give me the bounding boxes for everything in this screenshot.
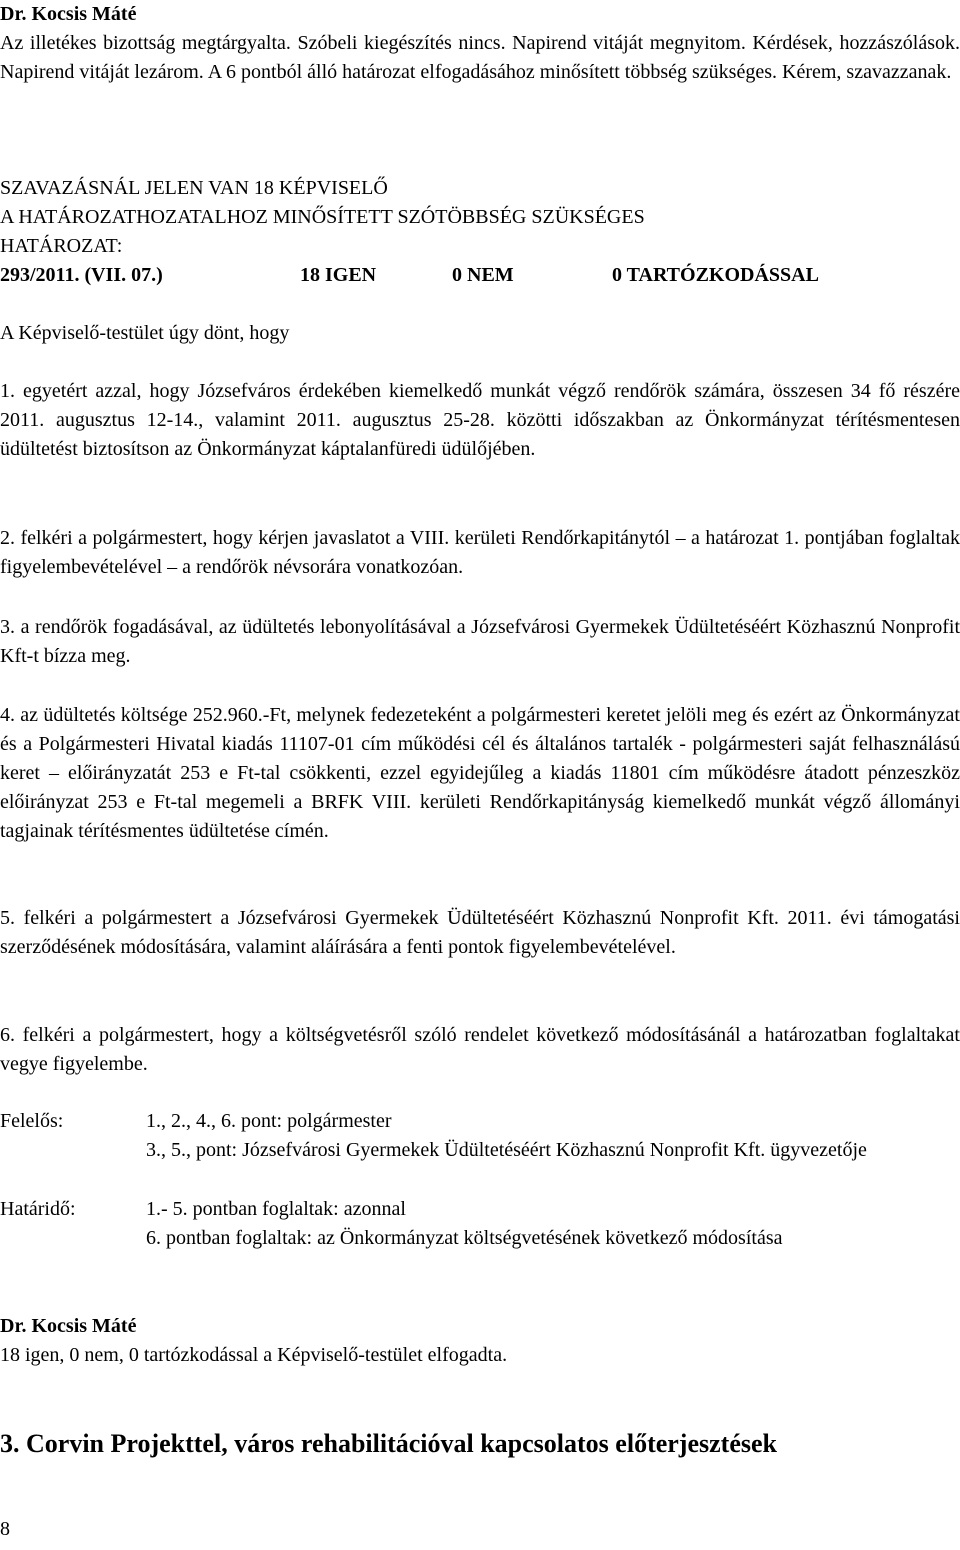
decision-point-6: 6. felkéri a polgármestert, hogy a költségvetésről szóló rendelet következő módosításánál a határozatban foglaltakat vegye figyelembe. <box>0 1024 960 1075</box>
vote-result-text: 18 igen, 0 nem, 0 tartózkodással a Képviselő-testület elfogadta. <box>0 1344 508 1366</box>
decision-intro: A Képviselő-testület úgy dönt, hogy <box>0 322 290 344</box>
responsible-values <box>146 1107 960 1165</box>
deadline-line-1: 1.- 5. pontban foglaltak: azonnal <box>146 1198 406 1220</box>
intro-paragraph: Az illetékes bizottság megtárgyalta. Szóbeli kiegészítés nincs. Napirend vitáját megnyitom. Kérdések, hozzászólások. Napirend vitáját lezárom. A 6 pontból álló határozat elfogadásához minősített többség szükséges. Kérem, szavazzanak. <box>0 32 960 83</box>
vote-yes: 18 IGEN <box>300 264 377 286</box>
deadline-line-2: 6. pontban foglaltak: az Önkormányzat költségvetésének következő módosítása <box>146 1227 783 1249</box>
section-heading: 3. Corvin Projekttel, város rehabilitációval kapcsolatos előterjesztések <box>0 1429 777 1458</box>
responsible-label: Felelős: <box>0 1110 64 1132</box>
vote-block <box>0 174 960 290</box>
resolution-number: 293/2011. (VII. 07.) <box>0 264 163 286</box>
page-number: 8 <box>0 1518 10 1540</box>
decision-point-3: 3. a rendőrök fogadásával, az üdültetés lebonyolításával a Józsefvárosi Gyermekek Üdültetéséért Közhasznú Nonprofit Kft-t bízza meg. <box>0 616 960 667</box>
vote-abstain: 0 TARTÓZKODÁSSAL <box>612 264 819 286</box>
decision-point-2: 2. felkéri a polgármestert, hogy kérjen javaslatot a VIII. kerületi Rendőrkapitánytól – a határozat 1. pontjában foglaltak figyelembevételével – a rendőrök névsorára vonatkozóan. <box>0 527 960 578</box>
deadline-values <box>146 1195 960 1253</box>
decision-point-4: 4. az üdültetés költsége 252.960.-Ft, melynek fedezeteként a polgármesteri keretet jelöli meg és ezért az Önkormányzat és a Polgármesteri Hivatal kiadás 11107-01 cím működési cél és általános tartalék - polgármesteri saját felhasználású keret – előirányzatát 253 e Ft-tal csökkenti, ezzel egyidejűleg a kiadás 11801 cím működésre átadott pénzeszköz előirányzat 253 e Ft-tal megemeli a BRFK VIII. kerületi Rendőrkapitányság kiemelkedő munkát végző állományi tagjainak térítésmentes üdültetése címén. <box>0 704 960 842</box>
decision-point-5: 5. felkéri a polgármestert a Józsefvárosi Gyermekek Üdültetéséért Közhasznú Nonprofit Kft. 2011. évi támogatási szerződésének módosítására, valamint aláírására a fenti pontok figyelembevételével. <box>0 907 960 958</box>
vote-line-majority: A HATÁROZATHOZATALHOZ MINŐSÍTETT SZÓTÖBBSÉG SZÜKSÉGES <box>0 206 645 228</box>
vote-result-row <box>0 261 960 290</box>
speaker-name-2: Dr. Kocsis Máté <box>0 1315 137 1337</box>
speaker-name: Dr. Kocsis Máté <box>0 3 137 25</box>
vote-line-present: SZAVAZÁSNÁL JELEN VAN 18 KÉPVISELŐ <box>0 177 388 199</box>
deadline-label: Határidő: <box>0 1198 76 1220</box>
responsible-line-2: 3., 5., pont: Józsefvárosi Gyermekek Üdültetéséért Közhasznú Nonprofit Kft. ügyvezetője <box>146 1139 867 1161</box>
vote-line-resolution: HATÁROZAT: <box>0 235 123 257</box>
responsible-line-1: 1., 2., 4., 6. pont: polgármester <box>146 1110 392 1132</box>
vote-no: 0 NEM <box>452 264 514 286</box>
decision-point-1: 1. egyetért azzal, hogy Józsefváros érdekében kiemelkedő munkát végző rendőrök számára, összesen 34 fő részére 2011. augusztus 12-14., valamint 2011. augusztus 25-28. közötti időszakban az Önkormányzat térítésmentesen üdültetést biztosítson az Önkormányzat káptalanfüredi üdülőjében. <box>0 380 960 460</box>
